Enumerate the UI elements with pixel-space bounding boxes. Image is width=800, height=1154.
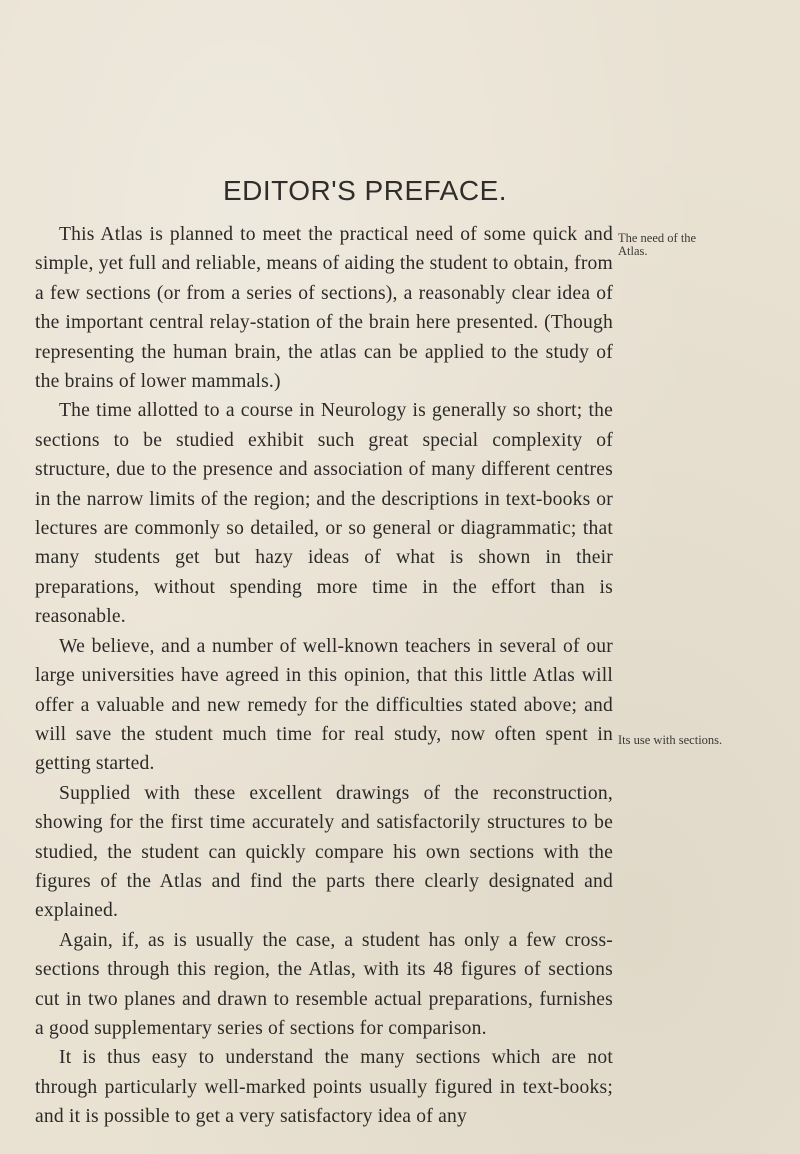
paragraph-3: We believe, and a number of well-known teachers in several of our large universities have agreed in this opinion, that this little Atlas will offer a valuable and new remedy for the difficulties stated above; and will save the student much time for real study, now often spent in getting started. bbox=[35, 635, 613, 775]
margin-note-atlas-need: The need of the Atlas. bbox=[618, 231, 697, 258]
paragraph-4: Supplied with these excellent drawings of the reconstruction, showing for the first time accurately and satisfactorily structures to be studied, the student can quickly compare his own sections with the figures of the Atlas and find the parts there clearly designated and explained. bbox=[35, 782, 613, 922]
margin-note-use-with-sections: Its use with sections. bbox=[618, 733, 723, 747]
paragraph-5: Again, if, as is usually the case, a student has only a few cross-sections through this region, the Atlas, with its 48 figures of sections cut in two planes and drawn to resemble actual preparations, furnishes a good supplementary series of sections for comparison. bbox=[35, 929, 613, 1039]
paragraph-1: This Atlas is planned to meet the practical need of some quick and simple, yet full and reliable, means of aiding the student to obtain, from a few sections (or from a series of sections), a reasonably clear idea of the important central relay-station of the brain here presented. (Though representing the human brain, the atlas can be applied to the study of the brains of lower mammals.) bbox=[35, 224, 613, 393]
paragraph-6: It is thus easy to understand the many sections which are not through particularly well-marked points usually figured in text-books; and it is possible to get a very satisfactory idea of any bbox=[35, 1047, 613, 1128]
paragraph-2: The time allotted to a course in Neurology is generally so short; the sections to be studied exhibit such great special complexity of structure, due to the presence and association of many different centres in the narrow limits of the region; and the descriptions in text-books or lectures are commonly so detailed, or so general or diagrammatic; that many students get but hazy ideas of what is shown in their preparations, without spending more time in the effort than is reasonable. bbox=[35, 400, 613, 628]
preface-body bbox=[35, 220, 613, 1132]
page-title: EDITOR'S PREFACE. bbox=[222, 175, 508, 206]
